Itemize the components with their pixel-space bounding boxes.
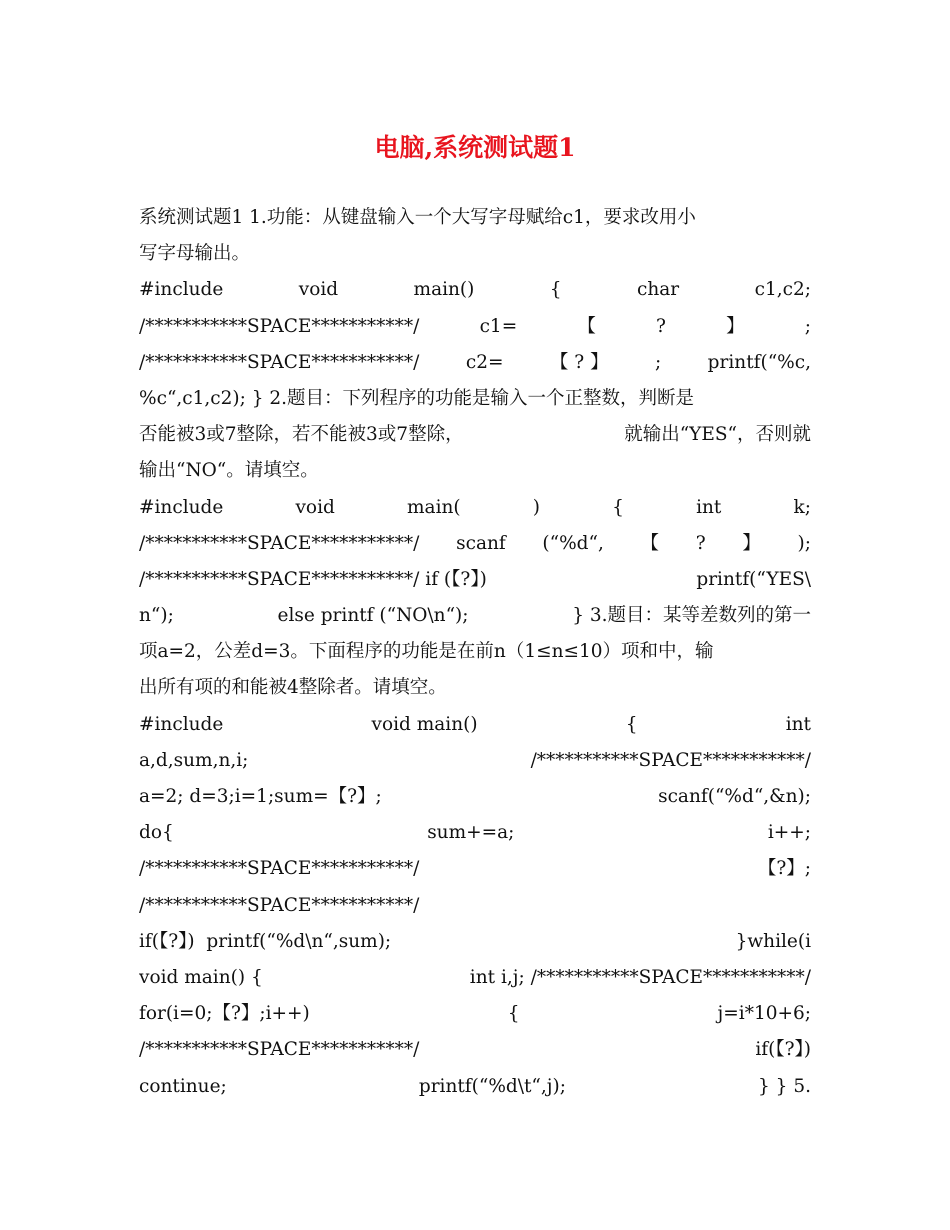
text-line bbox=[139, 743, 811, 779]
text-segment: ; bbox=[804, 315, 811, 337]
text-segment: /***********SPACE***********/ bbox=[139, 532, 420, 554]
text-segment: 否能被3或7整除，若不能被3或7整除， bbox=[139, 424, 464, 446]
text-segment: if(【?】) printf(“%d\n“,sum); bbox=[139, 930, 392, 952]
text-segment: }while(i bbox=[735, 930, 811, 952]
text-segment: int i,j; /***********SPACE***********/ bbox=[469, 966, 811, 988]
text-segment: c1= bbox=[479, 315, 518, 337]
text-segment: int bbox=[696, 496, 722, 518]
text-segment: 系统测试题1 1.功能：从键盘输入一个大写字母赋给c1，要求改用小 bbox=[139, 207, 696, 228]
text-line bbox=[139, 345, 811, 381]
text-segment: for(i=0;【?】;i++) bbox=[139, 1003, 310, 1025]
text-segment: { bbox=[549, 279, 562, 301]
text-line bbox=[139, 598, 811, 634]
text-segment: continue; bbox=[139, 1075, 227, 1097]
text-line bbox=[139, 707, 811, 743]
text-segment: /***********SPACE***********/ bbox=[139, 894, 420, 916]
text-segment: ) bbox=[532, 496, 540, 518]
text-segment: (“%d“, bbox=[542, 532, 604, 554]
text-segment: i++; bbox=[767, 822, 811, 844]
text-line bbox=[139, 381, 811, 417]
text-line bbox=[139, 526, 811, 562]
text-segment: printf(“%d\t“,j); bbox=[418, 1075, 566, 1097]
text-segment: main() bbox=[413, 279, 475, 301]
text-line bbox=[139, 996, 811, 1032]
text-segment: void bbox=[295, 496, 335, 518]
text-segment: ? bbox=[695, 532, 706, 554]
text-segment: void main() bbox=[371, 713, 478, 735]
text-segment: printf(“%c, bbox=[707, 351, 811, 373]
text-segment: %c“,c1,c2); } 2.题目：下列程序的功能是输入一个正整数，判断是 bbox=[139, 387, 695, 409]
document-body bbox=[139, 200, 811, 1105]
text-segment: sum+=a; bbox=[427, 822, 515, 844]
text-segment: 】 bbox=[742, 532, 761, 554]
text-segment: /***********SPACE***********/ bbox=[139, 858, 420, 880]
text-line bbox=[139, 888, 811, 924]
text-segment: k; bbox=[793, 496, 811, 518]
text-segment: #include bbox=[139, 713, 224, 735]
text-segment: ); bbox=[797, 532, 811, 554]
text-segment: 输出“NO“。请填空。 bbox=[139, 460, 319, 482]
text-segment: char bbox=[637, 279, 680, 301]
text-line bbox=[139, 272, 811, 308]
text-line bbox=[139, 1032, 811, 1068]
text-line bbox=[139, 562, 811, 598]
text-line bbox=[139, 490, 811, 526]
text-segment: 【?】; bbox=[757, 858, 811, 880]
text-line bbox=[139, 634, 811, 670]
text-segment: if(【?】) bbox=[755, 1039, 811, 1061]
text-segment: /***********SPACE***********/ bbox=[530, 749, 811, 771]
text-segment: #include bbox=[139, 279, 224, 301]
document-title: 电脑,系统测试题1 bbox=[374, 133, 576, 162]
text-line bbox=[139, 924, 811, 960]
text-segment: else printf (“NO\n“); bbox=[277, 605, 469, 627]
text-segment: main( bbox=[407, 496, 461, 518]
text-segment: j=i*10+6; bbox=[717, 1003, 811, 1025]
text-segment: 【 ? 】 bbox=[549, 351, 609, 373]
text-segment: /***********SPACE***********/ if (【?】) bbox=[139, 568, 487, 590]
text-segment: 写字母输出。 bbox=[139, 243, 251, 265]
text-line bbox=[139, 851, 811, 887]
text-segment: } 3.题目：某等差数列的第一 bbox=[572, 605, 811, 627]
text-segment: scanf bbox=[456, 532, 506, 554]
text-segment: a,d,sum,n,i; bbox=[139, 749, 249, 771]
text-segment: a=2; d=3;i=1;sum=【?】; bbox=[139, 786, 382, 807]
text-segment: void bbox=[298, 279, 339, 301]
text-segment: 项a=2，公差d=3。下面程序的功能是在前n（1≤n≤10）项和中，输 bbox=[139, 641, 714, 663]
text-line bbox=[139, 779, 811, 815]
text-segment: do{ bbox=[139, 822, 174, 844]
text-segment: printf(“YES\ bbox=[696, 568, 811, 590]
text-segment: /***********SPACE***********/ bbox=[139, 315, 420, 337]
text-segment: scanf(“%d“,&n); bbox=[658, 786, 811, 807]
text-segment: n“); bbox=[139, 605, 174, 627]
text-line bbox=[139, 417, 811, 453]
text-segment: 【 bbox=[640, 532, 660, 554]
text-segment: 】 bbox=[726, 315, 745, 337]
text-segment: ; bbox=[655, 351, 662, 373]
text-line bbox=[139, 815, 811, 851]
text-segment: c2= bbox=[465, 351, 504, 373]
text-segment: int bbox=[785, 713, 811, 735]
text-segment: ? bbox=[656, 315, 666, 337]
text-line bbox=[139, 200, 811, 236]
text-line bbox=[139, 960, 811, 996]
text-segment: { bbox=[507, 1003, 520, 1025]
text-line bbox=[139, 309, 811, 345]
text-segment: { bbox=[612, 496, 624, 518]
text-segment: /***********SPACE***********/ bbox=[139, 1039, 420, 1061]
text-segment: 就输出“YES“，否则就 bbox=[624, 424, 811, 446]
text-segment: { bbox=[625, 713, 638, 735]
text-line bbox=[139, 236, 811, 272]
text-segment: } } 5. bbox=[758, 1075, 811, 1097]
text-segment: c1,c2; bbox=[754, 279, 811, 301]
text-segment: /***********SPACE***********/ bbox=[139, 351, 420, 373]
text-segment: void main() { bbox=[139, 966, 263, 988]
text-segment: #include bbox=[139, 496, 224, 518]
text-line bbox=[139, 1069, 811, 1105]
text-segment: 出所有项的和能被4整除者。请填空。 bbox=[139, 677, 447, 699]
text-segment: 【 bbox=[577, 315, 596, 337]
text-line bbox=[139, 670, 811, 706]
text-line bbox=[139, 453, 811, 489]
